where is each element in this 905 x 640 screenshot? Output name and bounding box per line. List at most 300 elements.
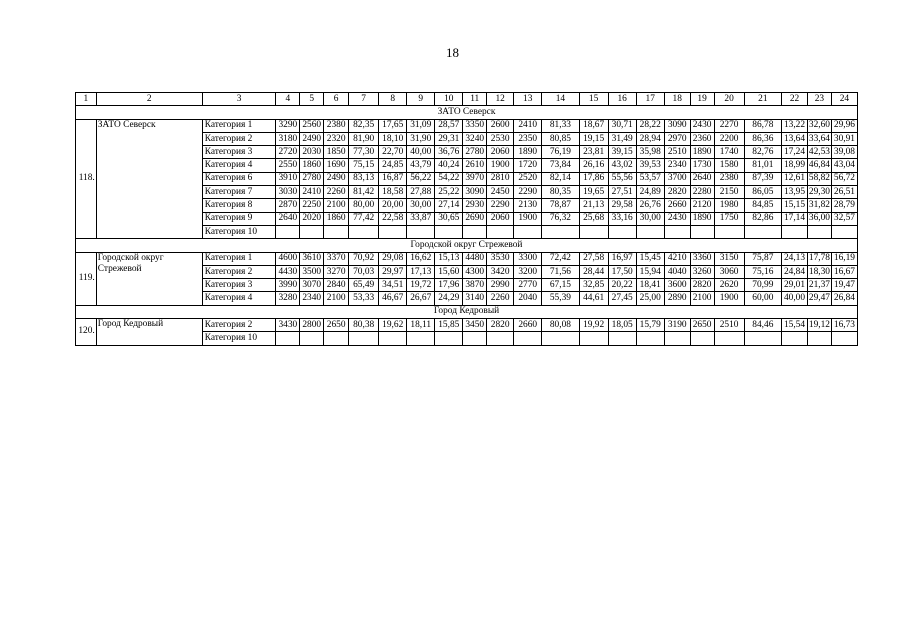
value-cell: 44,61	[579, 292, 608, 305]
value-cell: 30,91	[831, 132, 857, 145]
column-header: 4	[276, 93, 300, 106]
value-cell	[349, 225, 379, 238]
value-cell: 73,84	[542, 159, 579, 172]
value-cell	[542, 225, 579, 238]
value-cell	[324, 332, 349, 345]
value-cell: 2520	[514, 172, 542, 185]
value-cell: 15,60	[435, 265, 463, 278]
value-cell: 2410	[300, 186, 324, 199]
value-cell: 2820	[487, 319, 514, 332]
column-header: 16	[608, 93, 636, 106]
value-cell: 2060	[487, 146, 514, 159]
value-cell: 40,00	[782, 292, 808, 305]
value-cell: 2380	[714, 172, 744, 185]
value-cell: 2990	[487, 279, 514, 292]
value-cell	[636, 225, 664, 238]
value-cell: 70,92	[349, 252, 379, 265]
value-cell: 1850	[324, 146, 349, 159]
value-cell: 32,60	[807, 119, 831, 132]
value-cell: 36,00	[807, 212, 831, 225]
value-cell: 86,36	[744, 132, 781, 145]
value-cell	[714, 332, 744, 345]
value-cell: 18,05	[608, 319, 636, 332]
value-cell: 3350	[463, 119, 487, 132]
value-cell: 29,30	[807, 186, 831, 199]
value-cell	[831, 332, 857, 345]
value-cell: 15,79	[636, 319, 664, 332]
value-cell: 86,78	[744, 119, 781, 132]
value-cell: 2360	[690, 132, 714, 145]
value-cell: 15,54	[782, 319, 808, 332]
value-cell: 3370	[324, 252, 349, 265]
header-row	[76, 93, 858, 106]
value-cell: 12,61	[782, 172, 808, 185]
value-cell: 55,39	[542, 292, 579, 305]
value-cell: 2930	[463, 199, 487, 212]
value-cell	[349, 332, 379, 345]
value-cell: 2450	[487, 186, 514, 199]
value-cell: 54,22	[435, 172, 463, 185]
value-cell: 1900	[487, 159, 514, 172]
value-cell: 2650	[690, 319, 714, 332]
value-cell: 84,46	[744, 319, 781, 332]
value-cell: 19,15	[579, 132, 608, 145]
value-cell: 15,85	[435, 319, 463, 332]
column-header: 23	[807, 93, 831, 106]
value-cell: 78,87	[542, 199, 579, 212]
column-header: 21	[744, 93, 781, 106]
value-cell: 30,71	[608, 119, 636, 132]
value-cell: 56,72	[831, 172, 857, 185]
value-cell	[714, 225, 744, 238]
value-cell: 3290	[276, 119, 300, 132]
value-cell: 1890	[690, 212, 714, 225]
value-cell: 3910	[276, 172, 300, 185]
value-cell: 2020	[300, 212, 324, 225]
column-header: 12	[487, 93, 514, 106]
value-cell: 36,76	[435, 146, 463, 159]
value-cell: 3300	[514, 252, 542, 265]
value-cell: 18,10	[379, 132, 407, 145]
value-cell: 84,85	[744, 199, 781, 212]
value-cell: 4040	[664, 265, 690, 278]
value-cell: 42,53	[807, 146, 831, 159]
value-cell: 2690	[463, 212, 487, 225]
value-cell: 2560	[300, 119, 324, 132]
value-cell: 17,50	[608, 265, 636, 278]
value-cell: 28,57	[435, 119, 463, 132]
value-cell: 3700	[664, 172, 690, 185]
value-cell: 22,70	[379, 146, 407, 159]
column-header: 15	[579, 93, 608, 106]
value-cell: 3430	[276, 319, 300, 332]
value-cell: 27,14	[435, 199, 463, 212]
value-cell: 2340	[300, 292, 324, 305]
column-header: 8	[379, 93, 407, 106]
value-cell: 3500	[300, 265, 324, 278]
value-cell: 1860	[324, 212, 349, 225]
value-cell: 2800	[300, 319, 324, 332]
value-cell: 15,13	[435, 252, 463, 265]
value-cell: 20,22	[608, 279, 636, 292]
value-cell: 58,82	[807, 172, 831, 185]
value-cell	[831, 225, 857, 238]
value-cell	[744, 332, 781, 345]
value-cell: 43,79	[407, 159, 435, 172]
value-cell: 55,56	[608, 172, 636, 185]
value-cell: 80,08	[542, 319, 579, 332]
column-header: 13	[514, 93, 542, 106]
column-header: 18	[664, 93, 690, 106]
value-cell: 46,84	[807, 159, 831, 172]
value-cell: 1890	[690, 146, 714, 159]
section-row	[76, 239, 858, 252]
value-cell: 1580	[714, 159, 744, 172]
value-cell: 3360	[690, 252, 714, 265]
value-cell: 3140	[463, 292, 487, 305]
value-cell	[514, 225, 542, 238]
value-cell: 2250	[300, 199, 324, 212]
value-cell: 86,05	[744, 186, 781, 199]
category-label: Категория 1	[202, 252, 276, 265]
value-cell	[690, 332, 714, 345]
value-cell: 3200	[514, 265, 542, 278]
value-cell	[608, 225, 636, 238]
municipality-name: ЗАТО Северск	[96, 119, 202, 239]
page-number: 18	[446, 45, 459, 60]
value-cell: 75,15	[349, 159, 379, 172]
value-cell	[276, 332, 300, 345]
value-cell: 30,00	[407, 199, 435, 212]
value-cell: 27,51	[608, 186, 636, 199]
value-cell: 82,86	[744, 212, 781, 225]
value-cell: 40,24	[435, 159, 463, 172]
value-cell: 1740	[714, 146, 744, 159]
value-cell: 2040	[514, 292, 542, 305]
value-cell: 39,08	[831, 146, 857, 159]
value-cell: 19,12	[807, 319, 831, 332]
value-cell: 2100	[690, 292, 714, 305]
section-row	[76, 106, 858, 119]
value-cell: 2820	[690, 279, 714, 292]
value-cell: 16,19	[831, 252, 857, 265]
value-cell: 24,84	[782, 265, 808, 278]
value-cell: 39,15	[608, 146, 636, 159]
category-label: Категория 2	[202, 265, 276, 278]
value-cell: 24,13	[782, 252, 808, 265]
value-cell: 2350	[514, 132, 542, 145]
value-cell: 3090	[463, 186, 487, 199]
value-cell	[435, 332, 463, 345]
value-cell: 60,00	[744, 292, 781, 305]
value-cell: 24,89	[636, 186, 664, 199]
category-label: Категория 3	[202, 146, 276, 159]
value-cell: 15,45	[636, 252, 664, 265]
value-cell: 2780	[463, 146, 487, 159]
value-cell: 4210	[664, 252, 690, 265]
value-cell: 87,39	[744, 172, 781, 185]
value-cell: 17,78	[807, 252, 831, 265]
value-cell: 16,73	[831, 319, 857, 332]
value-cell: 28,22	[636, 119, 664, 132]
value-cell: 17,96	[435, 279, 463, 292]
value-cell: 24,85	[379, 159, 407, 172]
category-label: Категория 1	[202, 119, 276, 132]
value-cell	[579, 225, 608, 238]
value-cell	[744, 225, 781, 238]
value-cell: 29,01	[782, 279, 808, 292]
value-cell: 2660	[664, 199, 690, 212]
value-cell: 26,51	[831, 186, 857, 199]
value-cell: 2200	[714, 132, 744, 145]
value-cell: 28,44	[579, 265, 608, 278]
value-cell: 2840	[324, 279, 349, 292]
value-cell: 65,49	[349, 279, 379, 292]
value-cell: 16,97	[608, 252, 636, 265]
value-cell: 15,15	[782, 199, 808, 212]
value-cell: 30,00	[636, 212, 664, 225]
value-cell: 20,00	[379, 199, 407, 212]
value-cell: 2780	[300, 172, 324, 185]
value-cell: 33,64	[807, 132, 831, 145]
category-label: Категория 2	[202, 319, 276, 332]
value-cell: 29,31	[435, 132, 463, 145]
row-number: 118.	[76, 119, 97, 239]
value-cell: 2260	[487, 292, 514, 305]
value-cell: 16,62	[407, 252, 435, 265]
value-cell: 4600	[276, 252, 300, 265]
value-cell: 2640	[276, 212, 300, 225]
value-cell: 3070	[300, 279, 324, 292]
municipality-name: Городской округ Стрежевой	[96, 252, 202, 305]
value-cell: 3970	[463, 172, 487, 185]
value-cell: 43,02	[608, 159, 636, 172]
category-label: Категория 4	[202, 292, 276, 305]
value-cell: 2430	[690, 119, 714, 132]
value-cell: 29,97	[379, 265, 407, 278]
value-cell: 2600	[487, 119, 514, 132]
value-cell: 53,57	[636, 172, 664, 185]
value-cell: 17,24	[782, 146, 808, 159]
value-cell: 83,13	[349, 172, 379, 185]
value-cell	[636, 332, 664, 345]
value-cell: 2410	[514, 119, 542, 132]
value-cell	[300, 332, 324, 345]
value-cell: 3280	[276, 292, 300, 305]
value-cell: 18,30	[807, 265, 831, 278]
value-cell: 81,33	[542, 119, 579, 132]
value-cell: 3180	[276, 132, 300, 145]
value-cell: 3240	[463, 132, 487, 145]
value-cell: 3030	[276, 186, 300, 199]
category-label: Категория 6	[202, 172, 276, 185]
value-cell: 19,47	[831, 279, 857, 292]
value-cell: 2640	[690, 172, 714, 185]
section-title: ЗАТО Северск	[76, 106, 858, 119]
value-cell: 1900	[514, 212, 542, 225]
value-cell: 3870	[463, 279, 487, 292]
value-cell: 43,04	[831, 159, 857, 172]
value-cell: 56,22	[407, 172, 435, 185]
column-header: 6	[324, 93, 349, 106]
value-cell: 3530	[487, 252, 514, 265]
value-cell: 32,85	[579, 279, 608, 292]
value-cell: 2490	[300, 132, 324, 145]
value-cell: 81,42	[349, 186, 379, 199]
value-cell: 2770	[514, 279, 542, 292]
value-cell: 16,67	[831, 265, 857, 278]
value-cell	[276, 225, 300, 238]
value-cell	[435, 225, 463, 238]
category-label: Категория 9	[202, 212, 276, 225]
value-cell: 70,03	[349, 265, 379, 278]
value-cell: 80,00	[349, 199, 379, 212]
value-cell: 2270	[714, 119, 744, 132]
category-label: Категория 7	[202, 186, 276, 199]
municipality-name: Город Кедровый	[96, 319, 202, 346]
column-header: 19	[690, 93, 714, 106]
value-cell: 2810	[487, 172, 514, 185]
value-cell: 72,42	[542, 252, 579, 265]
value-cell: 2060	[487, 212, 514, 225]
value-cell: 2720	[276, 146, 300, 159]
category-label: Категория 4	[202, 159, 276, 172]
value-cell: 30,65	[435, 212, 463, 225]
section-row	[76, 305, 858, 318]
column-header: 1	[76, 93, 97, 106]
value-cell: 2260	[324, 186, 349, 199]
value-cell: 18,11	[407, 319, 435, 332]
value-cell: 13,64	[782, 132, 808, 145]
value-cell: 18,99	[782, 159, 808, 172]
value-cell: 2510	[664, 146, 690, 159]
value-cell: 18,67	[579, 119, 608, 132]
table-row	[76, 252, 858, 265]
value-cell: 2660	[514, 319, 542, 332]
value-cell: 2610	[463, 159, 487, 172]
value-cell: 2100	[324, 199, 349, 212]
section-title: Город Кедровый	[76, 305, 858, 318]
value-cell: 70,99	[744, 279, 781, 292]
value-cell: 23,81	[579, 146, 608, 159]
value-cell	[300, 225, 324, 238]
value-cell: 31,09	[407, 119, 435, 132]
value-cell: 67,15	[542, 279, 579, 292]
value-cell: 28,79	[831, 199, 857, 212]
value-cell: 2650	[324, 319, 349, 332]
value-cell	[542, 332, 579, 345]
value-cell: 1980	[714, 199, 744, 212]
value-cell: 3270	[324, 265, 349, 278]
value-cell: 29,47	[807, 292, 831, 305]
value-cell	[407, 225, 435, 238]
value-cell: 26,16	[579, 159, 608, 172]
value-cell: 75,16	[744, 265, 781, 278]
column-header: 10	[435, 93, 463, 106]
value-cell: 33,16	[608, 212, 636, 225]
value-cell: 4430	[276, 265, 300, 278]
value-cell: 53,33	[349, 292, 379, 305]
value-cell	[463, 225, 487, 238]
value-cell: 39,53	[636, 159, 664, 172]
value-cell: 1720	[514, 159, 542, 172]
value-cell: 26,67	[407, 292, 435, 305]
value-cell	[664, 332, 690, 345]
value-cell	[690, 225, 714, 238]
value-cell: 2620	[714, 279, 744, 292]
column-header: 22	[782, 93, 808, 106]
value-cell: 80,35	[542, 186, 579, 199]
value-cell	[782, 225, 808, 238]
value-cell: 75,87	[744, 252, 781, 265]
value-cell: 80,85	[542, 132, 579, 145]
value-cell	[664, 225, 690, 238]
value-cell: 31,90	[407, 132, 435, 145]
value-cell: 27,45	[608, 292, 636, 305]
value-cell: 17,86	[579, 172, 608, 185]
value-cell: 3190	[664, 319, 690, 332]
value-cell	[807, 332, 831, 345]
value-cell: 2290	[487, 199, 514, 212]
value-cell: 2530	[487, 132, 514, 145]
column-header: 17	[636, 93, 664, 106]
row-number: 120.	[76, 319, 97, 346]
value-cell: 17,14	[782, 212, 808, 225]
value-cell: 76,32	[542, 212, 579, 225]
column-header: 5	[300, 93, 324, 106]
value-cell: 2150	[714, 186, 744, 199]
value-cell	[608, 332, 636, 345]
value-cell: 46,67	[379, 292, 407, 305]
value-cell: 81,90	[349, 132, 379, 145]
value-cell: 18,58	[379, 186, 407, 199]
value-cell: 1690	[324, 159, 349, 172]
value-cell: 19,72	[407, 279, 435, 292]
value-cell: 17,65	[379, 119, 407, 132]
value-cell: 18,41	[636, 279, 664, 292]
value-cell: 33,87	[407, 212, 435, 225]
value-cell: 1900	[714, 292, 744, 305]
value-cell: 13,95	[782, 186, 808, 199]
value-cell: 4300	[463, 265, 487, 278]
value-cell: 31,49	[608, 132, 636, 145]
value-cell: 19,65	[579, 186, 608, 199]
value-cell: 19,92	[579, 319, 608, 332]
value-cell: 27,88	[407, 186, 435, 199]
value-cell: 2030	[300, 146, 324, 159]
value-cell: 2490	[324, 172, 349, 185]
value-cell: 2820	[664, 186, 690, 199]
value-cell: 4480	[463, 252, 487, 265]
value-cell: 2890	[664, 292, 690, 305]
value-cell: 3420	[487, 265, 514, 278]
value-cell: 3600	[664, 279, 690, 292]
value-cell: 3260	[690, 265, 714, 278]
column-header: 3	[202, 93, 276, 106]
value-cell: 2510	[714, 319, 744, 332]
category-label: Категория 10	[202, 225, 276, 238]
value-cell: 3990	[276, 279, 300, 292]
value-cell	[379, 225, 407, 238]
value-cell: 29,08	[379, 252, 407, 265]
value-cell: 82,14	[542, 172, 579, 185]
value-cell	[579, 332, 608, 345]
value-cell: 19,62	[379, 319, 407, 332]
value-cell	[807, 225, 831, 238]
value-cell: 15,94	[636, 265, 664, 278]
value-cell: 2290	[514, 186, 542, 199]
value-cell: 2970	[664, 132, 690, 145]
